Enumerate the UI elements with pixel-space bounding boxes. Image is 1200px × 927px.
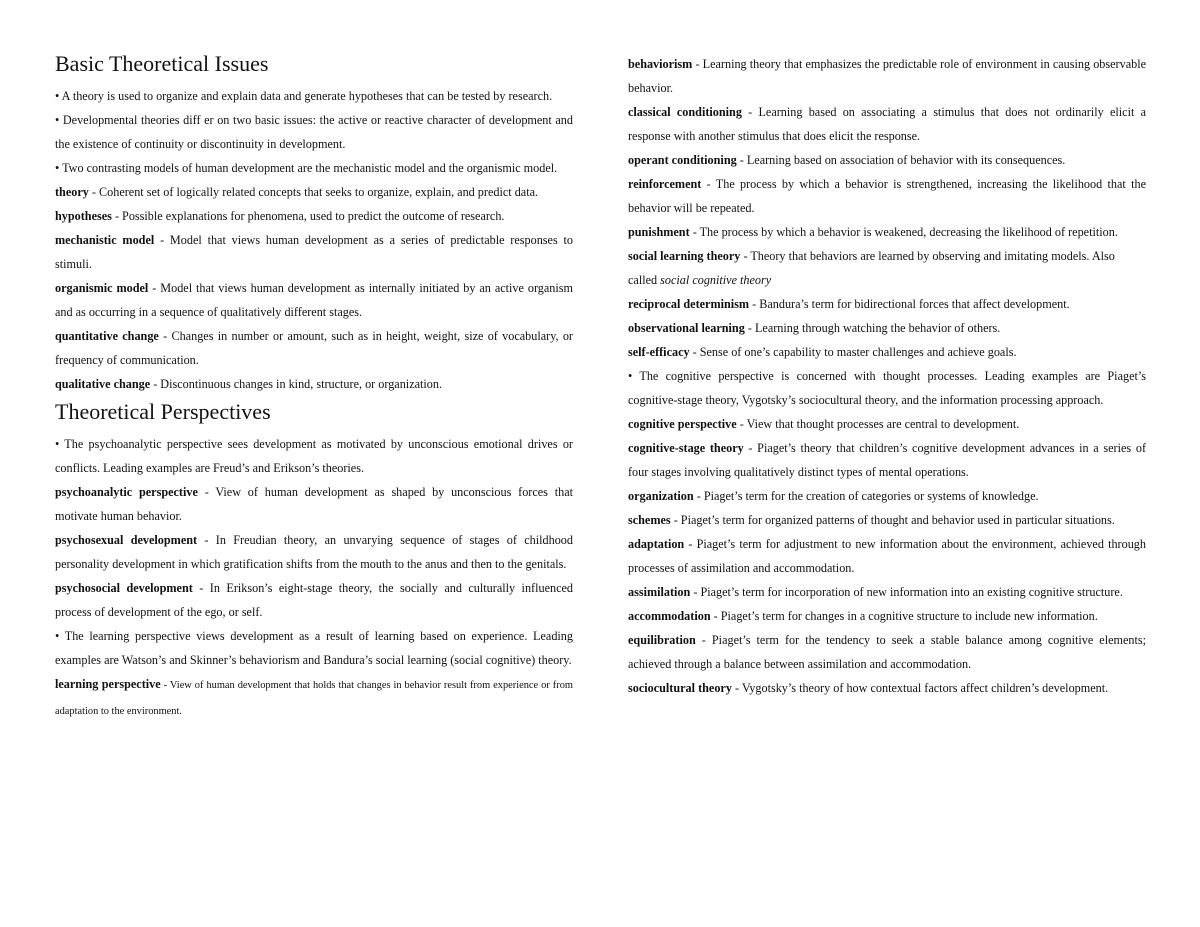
definition-text: - Piaget’s term for the creation of categories or systems of knowledge. [693, 489, 1039, 503]
definition-item [628, 148, 1146, 172]
alternate-term: social cognitive theory [660, 273, 772, 287]
definition-term: cognitive perspective [628, 417, 737, 431]
definition-item [55, 180, 573, 204]
definition-item [628, 292, 1146, 316]
definition-item [55, 672, 573, 724]
definition-term: assimilation [628, 585, 691, 599]
definition-text: - View of human development as shaped by unconscious forces that motivate human behavior. [55, 485, 573, 523]
definition-item [628, 436, 1146, 484]
definition-text: - Piaget’s theory that children’s cognitive development advances in a series of four stages involving qualitatively distinct types of mental operations. [628, 441, 1146, 479]
definition-text: - Learning through watching the behavior of others. [744, 321, 1001, 335]
bullet-point: • The psychoanalytic perspective sees development as motivated by unconscious emotional drives or conflicts. Leading examples are Freud’s and Erikson’s theories. [55, 437, 573, 475]
definition-term: psychosexual development [55, 533, 198, 547]
bullet-point: • Developmental theories diff er on two basic issues: the active or reactive character of development and the existence of continuity or discontinuity in development. [55, 113, 573, 151]
definition-text: - Vygotsky’s theory of how contextual factors affect children’s development. [731, 681, 1109, 695]
definition-text: - View that thought processes are central to development. [736, 417, 1020, 431]
definition-term: quantitative change [55, 329, 159, 343]
definition-term: social learning theory [628, 249, 741, 263]
definition-item [628, 100, 1146, 148]
heading-theoretical-perspectives: Theoretical Perspectives [55, 399, 271, 424]
definition-item [628, 244, 1146, 292]
definition-term: organismic model [55, 281, 149, 295]
definition-text: - Sense of one’s capability to master challenges and achieve goals. [689, 345, 1017, 359]
left-column [55, 50, 573, 724]
definition-term: cognitive-stage theory [628, 441, 744, 455]
definition-term: mechanistic model [55, 233, 155, 247]
definition-text: - Learning theory that emphasizes the predictable role of environment in causing observable behavior. [628, 57, 1146, 95]
bullet-point: • A theory is used to organize and explain data and generate hypotheses that can be tested by research. [55, 89, 553, 103]
definition-term: hypotheses [55, 209, 112, 223]
definition-term: schemes [628, 513, 671, 527]
definition-item [628, 676, 1146, 700]
definition-text: - In Freudian theory, an unvarying sequence of stages of childhood personality development in which gratification shifts from the mouth to the anus and then to the genitals. [55, 533, 573, 571]
definition-item [628, 220, 1146, 244]
definition-text: - Changes in number or amount, such as in height, weight, size of vocabulary, or frequency of communication. [55, 329, 573, 367]
definition-item [55, 276, 573, 324]
definition-term: adaptation [628, 537, 685, 551]
definition-item [55, 204, 573, 228]
definition-term: observational learning [628, 321, 745, 335]
definition-item [628, 316, 1146, 340]
definition-term: accommodation [628, 609, 711, 623]
definition-text: - Piaget’s term for adjustment to new information about the environment, achieved through processes of assimilation and accommodation. [628, 537, 1146, 575]
definition-term: reinforcement [628, 177, 702, 191]
definition-term: operant conditioning [628, 153, 737, 167]
definition-text: - Coherent set of logically related concepts that seeks to organize, explain, and predict data. [88, 185, 539, 199]
definition-text: - Model that views human development as internally initiated by an active organism and as occurring in a sequence of qualitatively different stages. [55, 281, 573, 319]
definition-item [55, 372, 573, 396]
definition-item [55, 228, 573, 276]
definition-item [628, 172, 1146, 220]
definition-item [628, 628, 1146, 676]
definition-text: - The process by which a behavior is weakened, decreasing the likelihood of repetition. [689, 225, 1118, 239]
definition-text: - View of human development that holds that changes in behavior result from experience or from adaptation to the environment. [55, 680, 573, 717]
definition-item [628, 532, 1146, 580]
definition-text: - The process by which a behavior is strengthened, increasing the likelihood that the behavior will be repeated. [628, 177, 1146, 215]
definition-term: psychoanalytic perspective [55, 485, 198, 499]
definition-item [628, 484, 1146, 508]
definition-text: - In Erikson’s eight-stage theory, the socially and culturally influenced process of development of the ego, or self. [55, 581, 573, 619]
definition-item [628, 604, 1146, 628]
definition-text: - Learning based on association of behavior with its consequences. [736, 153, 1066, 167]
bullet-point: • Two contrasting models of human development are the mechanistic model and the organismic model. [55, 161, 558, 175]
definition-text: - Possible explanations for phenomena, used to predict the outcome of research. [111, 209, 505, 223]
definition-item [628, 580, 1146, 604]
heading-basic-theoretical-issues: Basic Theoretical Issues [55, 51, 269, 76]
definition-text: - Piaget’s term for incorporation of new information into an existing cognitive structure. [690, 585, 1123, 599]
definition-text: - Piaget’s term for organized patterns of thought and behavior used in particular situations. [670, 513, 1115, 527]
definition-term: behaviorism [628, 57, 693, 71]
definition-text: - Piaget’s term for the tendency to seek a stable balance among cognitive elements; achieved through a balance between assimilation and accommodation. [628, 633, 1146, 671]
definition-item [628, 52, 1146, 100]
definition-text: - Learning based on associating a stimulus that does not ordinarily elicit a response with another stimulus that does elicit the response. [628, 105, 1146, 143]
definition-term: learning perspective [55, 677, 161, 691]
definition-term: organization [628, 489, 694, 503]
definition-item [55, 528, 573, 576]
definition-term: equilibration [628, 633, 696, 647]
definition-text: - Discontinuous changes in kind, structure, or organization. [150, 377, 443, 391]
definition-term: classical conditioning [628, 105, 742, 119]
definition-text: - Model that views human development as a series of predictable responses to stimuli. [55, 233, 573, 271]
right-column [628, 52, 1146, 700]
definition-term: theory [55, 185, 89, 199]
definition-term: punishment [628, 225, 690, 239]
definition-term: sociocultural theory [628, 681, 732, 695]
definition-term: self-efficacy [628, 345, 690, 359]
definition-item [55, 480, 573, 528]
definition-text: - Piaget’s term for changes in a cognitive structure to include new information. [710, 609, 1098, 623]
definition-term: qualitative change [55, 377, 151, 391]
bullet-point: • The cognitive perspective is concerned with thought processes. Leading examples are Piaget’s cognitive-stage theory, Vygotsky’s sociocultural theory, and the information processing approach. [628, 369, 1146, 407]
definition-item [55, 324, 573, 372]
definition-item [628, 340, 1146, 364]
definition-item [55, 576, 573, 624]
definition-item [628, 508, 1146, 532]
definition-text: - Bandura’s term for bidirectional forces that affect development. [749, 297, 1070, 311]
definition-text: - Theory that behaviors are learned by observing and imitating models. Also called [628, 249, 1115, 287]
definition-item [628, 412, 1146, 436]
definition-term: psychosocial development [55, 581, 193, 595]
bullet-point: • The learning perspective views development as a result of learning based on experience. Leading examples are Watson’s and Skinner’s behaviorism and Bandura’s social learning (social cognitive) theory. [55, 629, 573, 667]
definition-term: reciprocal determinism [628, 297, 750, 311]
